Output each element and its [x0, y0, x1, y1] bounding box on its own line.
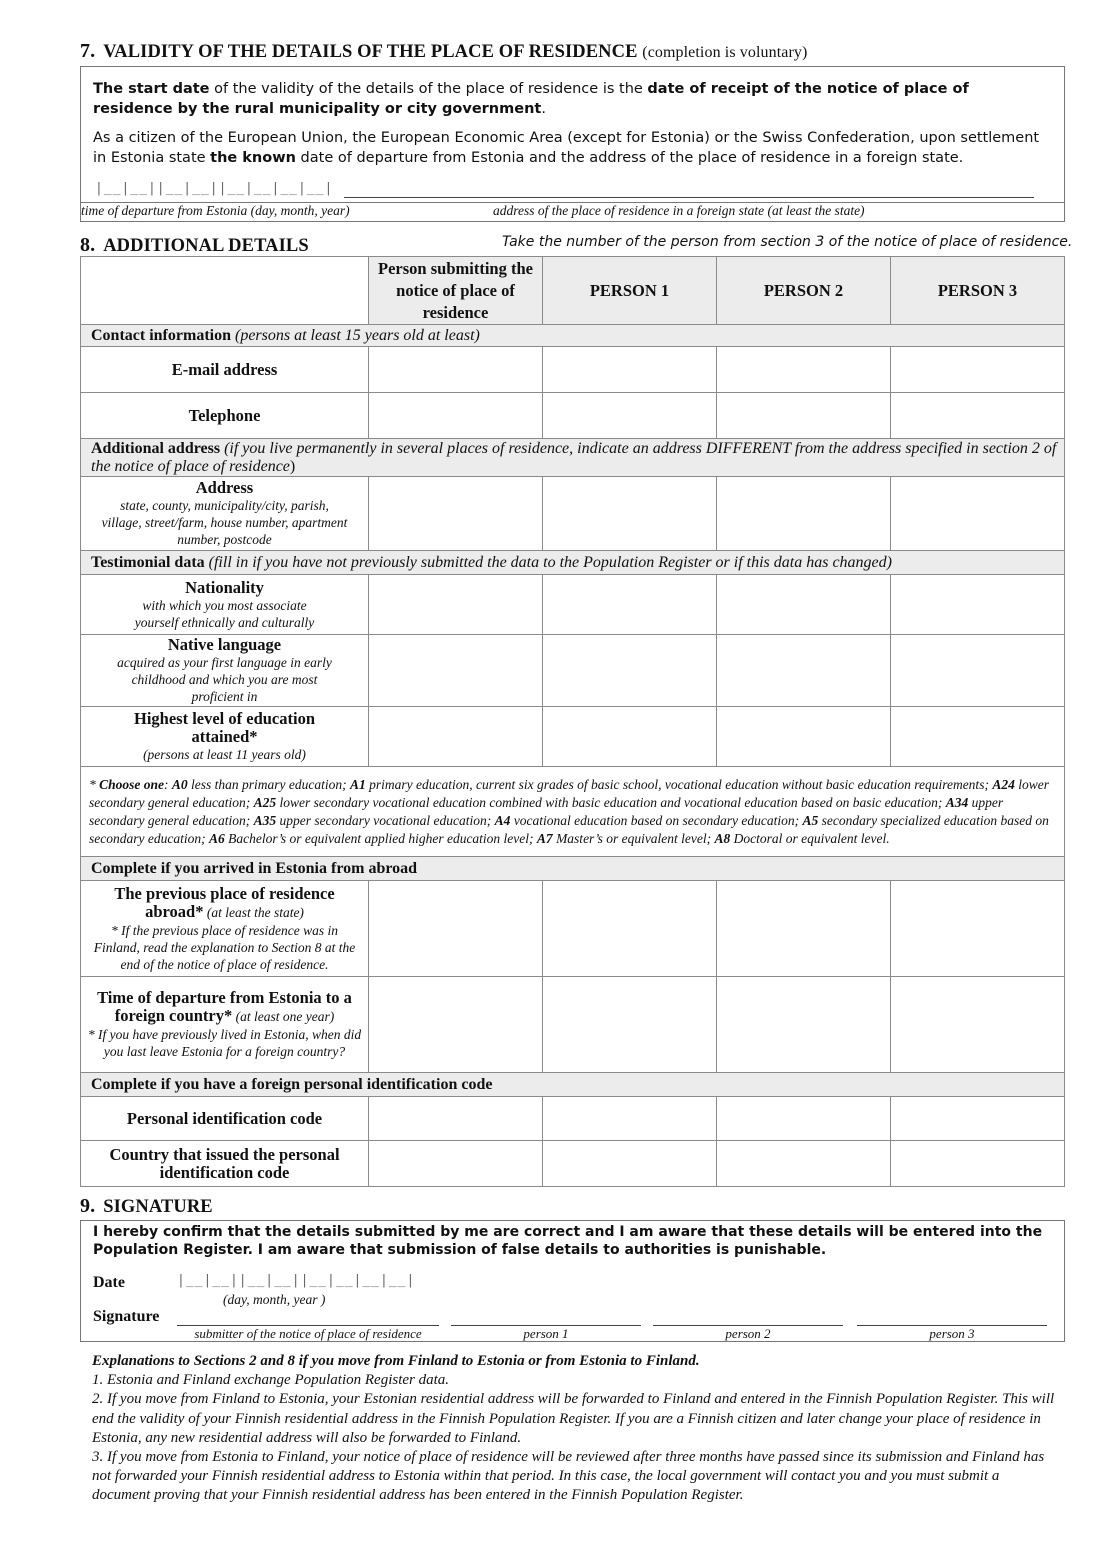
issuing-country-label [81, 1141, 369, 1187]
education-code-text: upper secondary general education; [89, 794, 1004, 828]
label-text: Native language [167, 635, 282, 654]
education-code: A0 [171, 776, 188, 792]
bold-text: date of receipt of the notice of place of residence by the rural municipality or city government [93, 81, 969, 117]
education-code-text: Master’s or equivalent level; [552, 830, 715, 846]
departure-person-3-cell[interactable] [891, 977, 1065, 1073]
code-person-2-cell[interactable] [717, 1097, 891, 1141]
foreign-code-header [81, 1073, 1065, 1097]
education-code-text: secondary specialized education based on secondary education; [89, 812, 1049, 846]
education-codes-note [81, 767, 1065, 857]
foreign-address-caption: address of the place of residence in a foreign state (at least the state) [493, 203, 865, 218]
bold-text: the known [210, 150, 296, 166]
education-code-text: Bachelor’s or equivalent applied higher education level; [224, 830, 537, 846]
education-code: A1 [350, 776, 366, 792]
col-header-person-3: PERSON 3 [891, 257, 1065, 325]
signature-box [80, 1220, 1065, 1342]
label-text: Telephone [188, 405, 261, 425]
section-number: 7. [80, 40, 96, 62]
education-code-text: primary education, current six grades of basic school, vocational education without basic education requirements; [365, 776, 993, 792]
education-code: A5 [802, 812, 819, 828]
section-9-heading [80, 1195, 213, 1218]
education-code: A24 [992, 776, 1015, 792]
education-code-text: lower secondary general education; [89, 776, 1049, 810]
telephone-submitter-cell[interactable] [369, 393, 543, 439]
departure-submitter-cell[interactable] [369, 977, 543, 1073]
education-code: A8 [714, 830, 731, 846]
education-code: A6 [208, 830, 225, 846]
education-code-text: * [89, 776, 100, 792]
education-label [81, 707, 369, 767]
education-submitter-cell[interactable] [369, 707, 543, 767]
italic-text: (fill in if you have not previously submitted the data to the Population Register or if this data has changed) [204, 553, 892, 571]
departure-date-caption: time of departure from Estonia (day, month, year) [81, 203, 350, 218]
email-label [81, 347, 369, 393]
label-subtext: * If you have previously lived in Estonia, when did you last leave Estonia for a foreign country? [87, 1027, 362, 1059]
foreign-address-field[interactable] [344, 197, 1034, 198]
label-subtext: acquired as your first language in early childhood and which you are most proficient in [117, 655, 332, 704]
explanation-item-2: 2. If you move from Finland to Estonia, your Estonian residential address will be forwarded to Finland and entered in the Finnish Population Register. This will end the validity of your Finnish residential address in the Finnish Population Register. If you are a Finnish citizen and later change your place of residence in Estonia, any new residential address will also be forwarded to Finland. [92, 1391, 1055, 1446]
address-person-1-cell[interactable] [543, 477, 717, 551]
email-submitter-cell[interactable] [369, 347, 543, 393]
code-submitter-cell[interactable] [369, 1097, 543, 1141]
additional-address-header [81, 439, 1065, 477]
telephone-person-2-cell[interactable] [717, 393, 891, 439]
previous-residence-label [81, 881, 369, 977]
start-date-paragraph [93, 79, 1048, 119]
departure-person-1-cell[interactable] [543, 977, 717, 1073]
section-7-box [80, 66, 1065, 222]
col-header-person-1: PERSON 1 [543, 257, 717, 325]
education-person-1-cell[interactable] [543, 707, 717, 767]
telephone-person-1-cell[interactable] [543, 393, 717, 439]
testimonial-header [81, 551, 1065, 575]
submitter-caption: submitter of the notice of place of residence [194, 1326, 422, 1341]
telephone-label [81, 393, 369, 439]
country-person-3-cell[interactable] [891, 1141, 1065, 1187]
education-person-2-cell[interactable] [717, 707, 891, 767]
section-note: (completion is voluntary) [642, 44, 808, 61]
label-qualifier: (at least one year) [232, 1009, 335, 1024]
education-code-text: lower secondary vocational education combined with basic education and vocational education based on basic education; [276, 794, 946, 810]
label-text: Highest level of education attained* [133, 709, 316, 746]
explanation-item-3: 3. If you move from Estonia to Finland, your notice of place of residence will be reviewed after three months have passed since its submission and Finland has not forwarded your Finnish residential address to Estonia within that period. In this case, the local government will contact you and you must submit a document proving that your Finnish residential address has been entered in the Finnish Population Register. [92, 1449, 1045, 1504]
signature-date-field[interactable]: |__|__||__|__||__|__|__|__| [177, 1273, 416, 1288]
label-subtext: with which you most associate yourself ethnically and culturally [134, 597, 315, 630]
address-label [81, 477, 369, 551]
education-code: A7 [536, 830, 553, 846]
contact-section-header [81, 325, 1065, 347]
date-label: Date [93, 1274, 125, 1291]
language-person-3-cell[interactable] [891, 635, 1065, 707]
section-title: VALIDITY OF THE DETAILS OF THE PLACE OF RESIDENCE [103, 42, 638, 62]
bold-text: Contact information [91, 326, 231, 344]
bold-text: The start date [93, 81, 210, 97]
education-code: A4 [494, 812, 511, 828]
email-person-1-cell[interactable] [543, 347, 717, 393]
text: As a citizen of the European Union, the European Economic Area (except for Estonia) or the Swiss Confederation, upon settlement in Estonia state [93, 130, 1040, 166]
country-person-1-cell[interactable] [543, 1141, 717, 1187]
email-person-3-cell[interactable] [891, 347, 1065, 393]
code-person-3-cell[interactable] [891, 1097, 1065, 1141]
col-header-person-2: PERSON 2 [717, 257, 891, 325]
abroad-section-header [81, 857, 1065, 881]
italic-text: (persons at least 15 years old at least) [230, 326, 480, 344]
text: . [541, 101, 546, 117]
section-8-heading [80, 234, 309, 257]
eu-citizen-paragraph [93, 128, 1048, 168]
country-person-2-cell[interactable] [717, 1141, 891, 1187]
prev-residence-submitter-cell[interactable] [369, 881, 543, 977]
education-code-text: less than primary education; [187, 776, 351, 792]
section-number: 9. [80, 1195, 96, 1217]
personal-code-label [81, 1097, 369, 1141]
prev-residence-person-3-cell[interactable] [891, 881, 1065, 977]
education-code: Choose one [99, 776, 165, 792]
address-submitter-cell[interactable] [369, 477, 543, 551]
address-person-3-cell[interactable] [891, 477, 1065, 551]
signature-label: Signature [93, 1308, 160, 1325]
person-3-caption: person 3 [929, 1326, 975, 1341]
person-2-caption: person 2 [725, 1326, 771, 1341]
label-subtext: state, county, municipality/city, parish, village, street/farm, house number, apartment number, postcode [101, 498, 348, 547]
country-submitter-cell[interactable] [369, 1141, 543, 1187]
empty-corner [81, 257, 369, 325]
education-code-text: vocational education based on secondary education; [510, 812, 803, 828]
code-person-1-cell[interactable] [543, 1097, 717, 1141]
education-code-text: upper secondary vocational education; [276, 812, 495, 828]
education-code-text: Doctoral or equivalent level. [730, 830, 890, 846]
education-person-3-cell[interactable] [891, 707, 1065, 767]
email-person-2-cell[interactable] [717, 347, 891, 393]
explanation-item-1: 1. Estonia and Finland exchange Population Register data. [92, 1372, 450, 1389]
native-language-label [81, 635, 369, 707]
label-text: Address [195, 478, 254, 497]
bold-text: Complete if you arrived in Estonia from abroad [91, 859, 418, 877]
language-person-2-cell[interactable] [717, 635, 891, 707]
nationality-label [81, 575, 369, 635]
bold-text: Additional address [91, 439, 221, 457]
label-text: Nationality [185, 577, 264, 597]
education-code: A25 [253, 794, 277, 810]
label-text: Country that issued the personal identification code [109, 1144, 340, 1182]
address-person-2-cell[interactable] [717, 477, 891, 551]
section-number: 8. [80, 234, 96, 256]
language-submitter-cell[interactable] [369, 635, 543, 707]
label-subtext: (persons at least 11 years old) [143, 747, 306, 762]
label-qualifier: (at least the state) [203, 904, 304, 920]
label-subtext: * If the previous place of residence was in Finland, read the explanation to Section 8 at the end of the notice of place of residence. [93, 922, 356, 972]
explanations [92, 1352, 1058, 1506]
label-text: E-mail address [171, 359, 278, 379]
label-text: Time of departure from Estonia to a foreign country* [97, 988, 352, 1025]
education-code-text: : [164, 776, 172, 792]
person-1-caption: person 1 [523, 1326, 569, 1341]
education-code: A35 [253, 812, 277, 828]
section-title: ADDITIONAL DETAILS [103, 236, 309, 256]
bold-text: Complete if you have a foreign personal identification code [91, 1075, 493, 1093]
additional-details-table [80, 256, 1065, 1187]
date-caption: (day, month, year ) [223, 1292, 326, 1307]
text: ) [289, 457, 296, 475]
nationality-person-2-cell[interactable] [717, 575, 891, 635]
nationality-person-3-cell[interactable] [891, 575, 1065, 635]
education-code: A34 [945, 794, 969, 810]
explanations-title: Explanations to Sections 2 and 8 if you move from Finland to Estonia or from Estonia to Finland. [92, 1353, 700, 1369]
section-8-hint: Take the number of the person from section 3 of the notice of place of residence. [502, 234, 1073, 250]
text: date of departure from Estonia and the address of the place of residence in a foreign state. [295, 150, 964, 166]
departure-time-label [81, 977, 369, 1073]
departure-date-field[interactable]: |__|__||__|__||__|__|__|__| [95, 181, 334, 196]
language-person-1-cell[interactable] [543, 635, 717, 707]
bold-text: Testimonial data [91, 553, 205, 571]
telephone-person-3-cell[interactable] [891, 393, 1065, 439]
nationality-submitter-cell[interactable] [369, 575, 543, 635]
confirmation-text: I hereby confirm that the details submitted by me are correct and I am aware that these details will be entered into the Population Register. I am aware that submission of false details to authorities is punishable. [93, 1224, 1043, 1258]
nationality-person-1-cell[interactable] [543, 575, 717, 635]
text: of the validity of the details of the place of residence is the [209, 81, 648, 97]
prev-residence-person-1-cell[interactable] [543, 881, 717, 977]
section-7-heading [80, 40, 807, 63]
departure-person-2-cell[interactable] [717, 977, 891, 1073]
label-text: Personal identification code [126, 1108, 323, 1128]
section-title: SIGNATURE [103, 1197, 213, 1217]
prev-residence-person-2-cell[interactable] [717, 881, 891, 977]
label-text: The previous place of residence abroad* [114, 883, 335, 921]
col-header-submitter: Person submitting the notice of place of residence [369, 257, 543, 325]
italic-text: (if you live permanently in several places of residence, indicate an address DIFFERENT from the address specified in section 2 of the notice of place of residence [91, 439, 1057, 475]
